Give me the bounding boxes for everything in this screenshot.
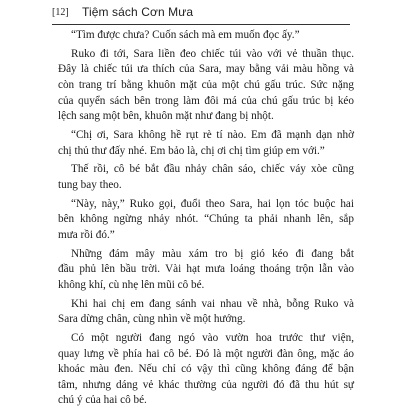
text-line: chú ý của hai cô bé. bbox=[58, 394, 147, 407]
text-line: Đây là chiếc túi ưa thích của Sara, may bằng vải màu hồng và bbox=[58, 63, 354, 76]
paragraph bbox=[58, 28, 354, 44]
text-line: Sara dừng chân, cùng nhìn về một hướng. bbox=[58, 313, 246, 326]
text-line: tâm, nhưng dáng vẻ khác thường của người đó đã thu hút sự bbox=[58, 378, 354, 391]
paragraph bbox=[58, 162, 354, 193]
page-number: [12] bbox=[52, 7, 69, 18]
text-line: Khi hai chị em đang sánh vai nhau về nhà, bỗng Ruko và bbox=[71, 297, 354, 310]
paragraph bbox=[58, 197, 354, 244]
text-line: lệch sang một bên, khuôn mặt như đang bị nhột. bbox=[58, 110, 274, 123]
text-line: “Tìm được chưa? Cuốn sách mà em muốn đọc ấy.” bbox=[71, 29, 300, 41]
text-line: của quyển sách bên trong làm đôi má của chú gấu trúc bị kéo bbox=[58, 94, 354, 107]
text-line: còn trang trí bằng khuôn mặt của một chú gấu trúc. Sức nặng bbox=[58, 78, 354, 91]
body-text bbox=[58, 28, 354, 412]
text-line: không khí, cù nhẹ lên mũi cô bé. bbox=[58, 278, 205, 291]
text-line: Những đám mây màu xám tro bị gió kéo đi đang bắt bbox=[71, 247, 354, 260]
text-line: “Này, này,” Ruko gọi, đuổi theo Sara, hai lọn tóc buộc hai bbox=[71, 197, 354, 210]
text-line: mưa rồi đó.” bbox=[58, 228, 115, 241]
text-line: Có một người đang ngó vào vườn hoa trước thư viện, bbox=[71, 332, 354, 344]
text-line: khoác màu đen. Nếu chỉ có vậy thì cũng không đáng để bận bbox=[58, 363, 354, 376]
paragraph bbox=[58, 297, 354, 328]
paragraph bbox=[58, 47, 354, 125]
running-title: Tiệm sách Cơn Mưa bbox=[82, 5, 194, 19]
paragraph bbox=[58, 247, 354, 294]
text-line: “Chị ơi, Sara không hề rụt rè tí nào. Em đã mạnh dạn nhờ bbox=[71, 128, 354, 141]
text-line: tung bay theo. bbox=[58, 178, 122, 191]
paragraph bbox=[58, 128, 354, 159]
text-line: đầu phủ lên bầu trời. Vài hạt mưa loáng thoáng trộn lẫn vào bbox=[58, 263, 354, 276]
header-rule bbox=[52, 24, 350, 25]
text-line: Thế rồi, cô bé bắt đầu nhảy chân sáo, chiếc váy xòe cũng bbox=[71, 163, 354, 176]
text-line: Ruko đi tới, Sara liền đeo chiếc túi vào với vẻ thuần thục. bbox=[71, 47, 354, 60]
paragraph bbox=[58, 331, 354, 409]
text-line: quay lưng về phía hai cô bé. Đó là một người đàn ông, mặc áo bbox=[58, 347, 354, 360]
text-line: bên không ngừng nhảy nhót. “Chúng ta phải nhanh lên, sắp bbox=[58, 213, 354, 226]
page-header bbox=[52, 6, 352, 26]
text-line: chị thủ thư đấy nhé. Em bảo là, chị ơi chị tìm giúp em với.” bbox=[58, 144, 325, 157]
